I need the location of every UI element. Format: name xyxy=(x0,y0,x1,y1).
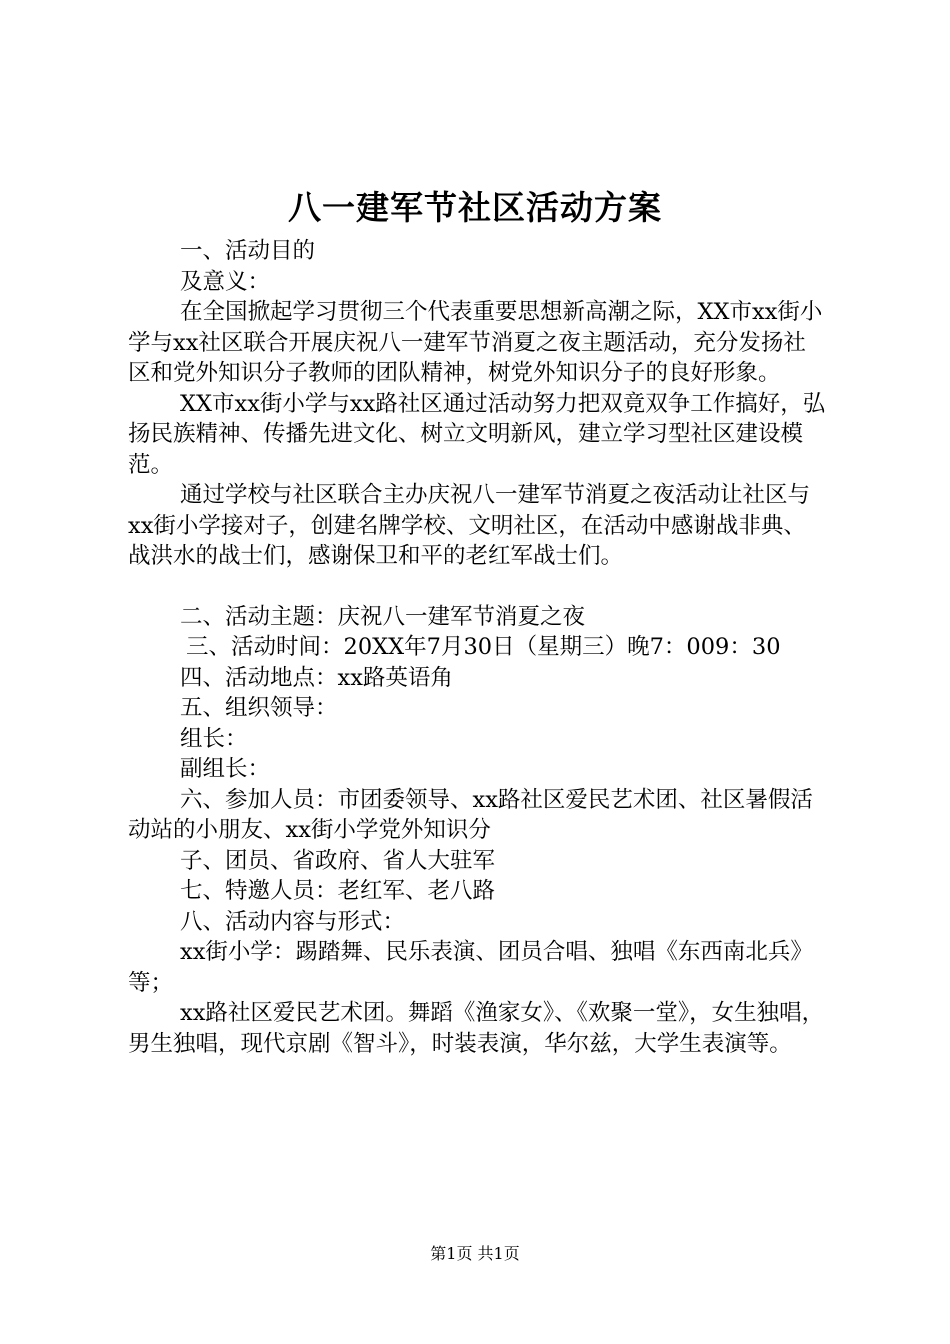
section-guests: 七、特邀人员：老红军、老八路 xyxy=(180,878,496,904)
section-content: 八、活动内容与形式： xyxy=(180,908,406,935)
section-location: 四、活动地点：xx路英语角 xyxy=(180,664,453,691)
paragraph-purpose-1: 在全国掀起学习贯彻三个代表重要思想新高潮之际，XX市xx街小学与xx社区联合开展庆祝八一建军节消夏之夜主题活动，充分发扬社区和党外知识分子教师的团队精神，树党外知识分子的良好形象。 xyxy=(128,299,823,386)
deputy-leader-line: 副组长： xyxy=(180,756,271,782)
document-body xyxy=(128,236,828,1059)
section-theme: 二、活动主题：庆祝八一建军节消夏之夜 xyxy=(180,603,586,630)
section-time: 三、活动时间：20XX年7月30日（星期三）晚7：009：30 xyxy=(186,634,781,660)
section-participants: 六、参加人员：市团委领导、xx路社区爱民艺术团、社区暑假活动站的小朋友、xx街小学党外知识分 xyxy=(128,786,813,843)
section-heading-purpose: 一、活动目的 xyxy=(180,238,316,264)
section-participants-cont: 子、团员、省政府、省人大驻军 xyxy=(180,847,496,874)
section-heading-purpose-cont: 及意义： xyxy=(180,268,271,295)
content-school: xx街小学：踢踏舞、民乐表演、团员合唱、独唱《东西南北兵》等； xyxy=(128,939,813,996)
paragraph-gap xyxy=(128,572,828,602)
paragraph-purpose-2: XX市xx街小学与xx路社区通过活动努力把双竟双争工作搞好，弘扬民族精神、传播先进文化、树立文明新风，建立学习型社区建设模范。 xyxy=(128,390,826,478)
paragraph-purpose-3: 通过学校与社区联合主办庆祝八一建军节消夏之夜活动让社区与xx街小学接对子，创建名牌学校、文明社区，在活动中感谢战非典、战洪水的战士们，感谢保卫和平的老红军战士们。 xyxy=(128,482,811,569)
section-leadership: 五、组织领导： xyxy=(180,695,338,721)
leader-line: 组长： xyxy=(180,725,248,752)
document-title: 八一建军节社区活动方案 xyxy=(288,188,662,227)
page-footer: 第1页 共1页 xyxy=(430,1244,520,1263)
content-community: xx路社区爱民艺术团。舞蹈《渔家女》、《欢聚一堂》，女生独唱，男生独唱，现代京剧《智斗》，时装表演，华尔兹，大学生表演等。 xyxy=(128,1000,825,1057)
